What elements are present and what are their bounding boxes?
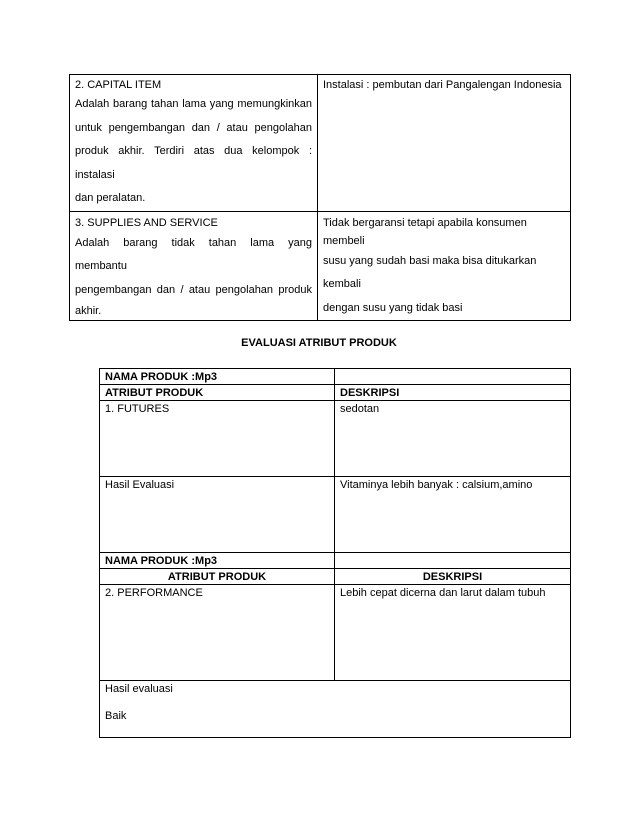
evaluation-label: Hasil Evaluasi xyxy=(100,477,335,553)
capital-item-line: produk akhir. Terdiri atas dua kelompok : instalasi xyxy=(75,145,312,181)
attribute-row xyxy=(100,585,571,681)
evaluation-label: Hasil evaluasi xyxy=(105,683,173,695)
product-name-label: NAMA PRODUK :Mp3 xyxy=(100,553,335,569)
empty-cell xyxy=(335,369,571,385)
attribute-description: sedotan xyxy=(335,401,571,477)
evaluation-value: Vitaminya lebih banyak : calsium,amino xyxy=(335,477,571,553)
capital-item-cell xyxy=(70,75,318,212)
product-name-row xyxy=(100,369,571,385)
column-header-row xyxy=(100,569,571,585)
capital-item-title: 2. CAPITAL ITEM xyxy=(75,79,162,91)
supplies-cell xyxy=(70,211,318,321)
product-name-label: NAMA PRODUK :Mp3 xyxy=(100,369,335,385)
attribute-name: 1. FUTURES xyxy=(100,401,335,477)
section-heading: EVALUASI ATRIBUT PRODUK xyxy=(241,337,397,349)
evaluation-value: Baik xyxy=(105,710,127,722)
evaluation-cell xyxy=(100,681,571,738)
supplies-desc-line: dengan susu yang tidak basi xyxy=(323,301,463,314)
supplies-desc-line: Tidak bergaransi tetapi apabila konsumen membeli xyxy=(323,216,527,247)
supplies-desc-line: susu yang sudah basi maka bisa ditukarkan kembali xyxy=(323,254,537,290)
supplies-line: Adalah barang tidak tahan lama yang membantu xyxy=(75,236,312,272)
supplies-line: pengembangan dan / atau pengolahan produk xyxy=(75,283,312,296)
evaluation-row xyxy=(100,681,571,738)
capital-item-line: dan peralatan. xyxy=(75,192,146,204)
attribute-row xyxy=(100,401,571,477)
attribute-column-header: ATRIBUT PRODUK xyxy=(100,385,335,401)
supplies-desc-cell xyxy=(318,211,571,321)
supplies-title: 3. SUPPLIES AND SERVICE xyxy=(75,216,218,229)
product-class-table xyxy=(69,74,571,321)
attribute-name: 2. PERFORMANCE xyxy=(100,585,335,681)
description-column-header: DESKRIPSI xyxy=(335,569,571,585)
empty-cell xyxy=(335,553,571,569)
capital-item-row xyxy=(70,75,571,212)
attribute-evaluation-table xyxy=(99,368,571,738)
supplies-row xyxy=(70,211,571,321)
attribute-description: Lebih cepat dicerna dan larut dalam tubuh xyxy=(335,585,571,681)
product-name-row xyxy=(100,553,571,569)
capital-item-desc: Instalasi : pembutan dari Pangalengan Indonesia xyxy=(323,79,562,91)
column-header-row xyxy=(100,385,571,401)
description-column-header: DESKRIPSI xyxy=(335,385,571,401)
supplies-line: akhir. xyxy=(75,305,102,317)
evaluation-row xyxy=(100,477,571,553)
capital-item-line: Adalah barang tahan lama yang memungkinkan xyxy=(75,98,312,110)
capital-item-desc-cell xyxy=(318,75,571,212)
attribute-column-header: ATRIBUT PRODUK xyxy=(100,569,335,585)
capital-item-line: untuk pengembangan dan / atau pengolahan xyxy=(75,121,312,134)
